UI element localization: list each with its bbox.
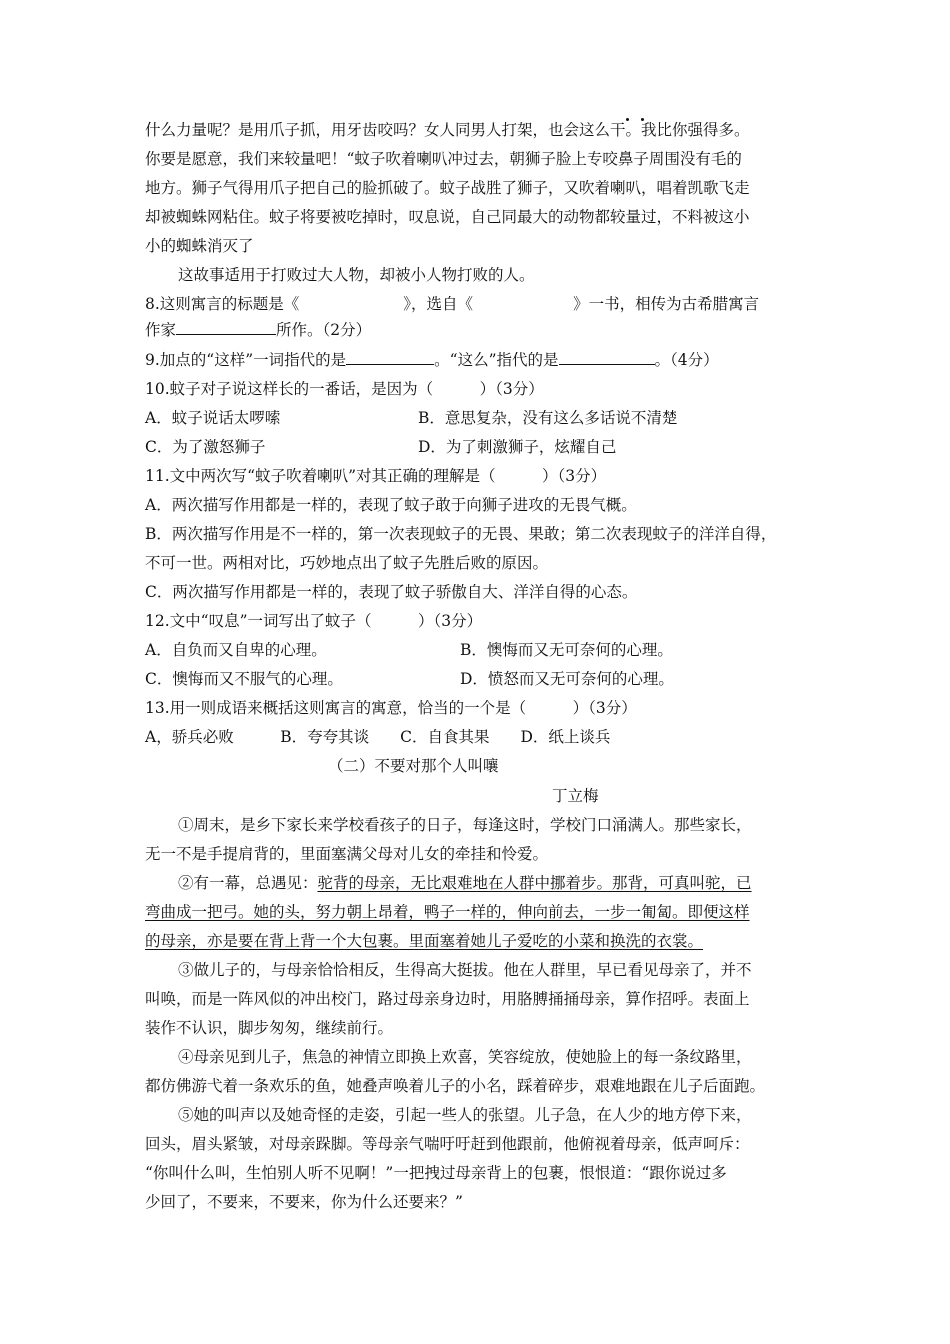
paragraph-5-cont: 少回了，不要来，不要来，你为什么还要来？”: [145, 1193, 463, 1211]
passage-title: （二）不要对那个人叫嚷: [328, 757, 499, 775]
question-8-line2: 作家 所作。（2分）: [145, 321, 372, 339]
q11-option-b: B．两次描写作用是不一样的，第一次表现蚊子的无畏、果敢；第二次表现蚊子的洋洋自得，: [145, 525, 777, 543]
q10-option-d: D．为了刺激狮子，炫耀自己: [418, 438, 617, 456]
paragraph-3-cont: 叫唤，而是一阵风似的冲出校门，路过母亲身边时，用胳膊捅捅母亲，算作招呼。表面上: [145, 990, 750, 1008]
paragraph-1-cont: 无一不是手提肩背的，里面塞满父母对儿女的牵挂和怜爱。: [145, 845, 549, 863]
paragraph-2: ②有一幕，总遇见：驼背的母亲，无比艰难地在人群中挪着步。那背，可真叫驼，已: [178, 874, 752, 892]
question-10-stem: 10.蚊子对子说这样长的一番话，是因为（ ）（3分）: [145, 380, 544, 398]
q12-option-c: C．懊悔而又不服气的心理。: [145, 670, 343, 688]
question-13-stem: 13.用一则成语来概括这则寓言的寓意，恰当的一个是（ ）（3分）: [145, 699, 637, 717]
question-9: 9.加点的“这样”一词指代的是 。“这么”指代的是 。（4分）: [145, 351, 719, 369]
paragraph-2-cont: 弯曲成一把弓。她的头，努力朝上昂着，鸭子一样的，伸向前去，一步一匍匐。即便这样: [145, 903, 750, 921]
question-11-stem: 11.文中两次写“蚊子吹着喇叭”对其正确的理解是（ ）（3分）: [145, 467, 607, 485]
paragraph-3: ③做儿子的，与母亲恰恰相反，生得高大挺拔。他在人群里，早已看见母亲了，并不: [178, 961, 752, 979]
question-12-stem: 12.文中“叹息”一词写出了蚊子（ ）（3分）: [145, 612, 483, 630]
paragraph-3-cont: 装作不认识，脚步匆匆，继续前行。: [145, 1019, 394, 1037]
q10-option-a: A．蚊子说话太啰嗦: [145, 409, 281, 427]
passage-line: 小的蜘蛛消灭了: [145, 237, 254, 255]
underlined-text: 驼背的母亲，无比艰难地在人群中挪着步。那背，可真叫驼，已: [317, 874, 752, 892]
answer-blank[interactable]: [559, 350, 655, 365]
q11-option-c: C．两次描写作用都是一样的，表现了蚊子骄傲自大、洋洋自得的心态。: [145, 583, 638, 601]
passage-line: 地方。狮子气得用爪子把自己的脸抓破了。蚊子战胜了狮子，又吹着喇叭，唱着凯歌飞走: [145, 179, 750, 197]
q11-option-b-cont: 不可一世。两相对比，巧妙地点出了蚊子先胜后败的原因。: [145, 554, 549, 572]
q13-options: A，骄兵必败 B．夸夸其谈 C．自食其果 D．纸上谈兵: [145, 728, 611, 746]
paragraph-5-cont: “你叫什么叫，生怕别人听不见啊！”一把拽过母亲背上的包裹，恨恨道：“跟你说过多: [145, 1164, 727, 1182]
paragraph-4: ④母亲见到儿子，焦急的神情立即换上欢喜，笑容绽放，使她脸上的每一条纹路里，: [178, 1048, 752, 1066]
paragraph-1: ①周末，是乡下家长来学校看孩子的日子，每逢这时，学校门口涌满人。那些家长，: [178, 816, 752, 834]
question-8: 8.这则寓言的标题是《 》，选自《 》一书，相传为古希腊寓言: [145, 295, 760, 313]
moral-line: 这故事适用于打败过大人物，却被小人物打败的人。: [178, 266, 535, 284]
q12-option-b: B．懊悔而又无可奈何的心理。: [460, 641, 673, 659]
q10-option-b: B．意思复杂，没有这么多话说不清楚: [418, 409, 678, 427]
q10-option-c: C．为了激怒狮子: [145, 438, 266, 456]
passage-line: 却被蜘蛛网粘住。蚊子将要被吃掉时，叹息说，自己同最大的动物都较量过，不料被这小: [145, 208, 750, 226]
passage-line: 什么力量呢？是用爪子抓，用牙齿咬吗？女人同男人打架，也会这么干。我比你强得多。: [145, 121, 750, 139]
q12-option-d: D．愤怒而又无可奈何的心理。: [460, 670, 674, 688]
q12-option-a: A．自负而又自卑的心理。: [145, 641, 327, 659]
passage-author: 丁立梅: [552, 787, 599, 805]
q11-option-a: A．两次描写作用都是一样的，表现了蚊子敢于向狮子进攻的无畏气概。: [145, 496, 637, 514]
answer-blank[interactable]: [176, 320, 276, 335]
paragraph-5-cont: 回头，眉头紧皱，对母亲跺脚。等母亲气喘吁吁赶到他跟前，他俯视着母亲，低声呵斥：: [145, 1135, 750, 1153]
passage-line: 你要是愿意，我们来较量吧！“蚊子吹着喇叭冲过去，朝狮子脸上专咬鼻子周围没有毛的: [145, 150, 742, 168]
paragraph-2-cont: 的母亲，亦是要在背上背一个大包裹。里面塞着她儿子爱吃的小菜和换洗的衣裳。: [145, 932, 704, 950]
paragraph-5: ⑤她的叫声以及她奇怪的走姿，引起一些人的张望。儿子急，在人少的地方停下来，: [178, 1106, 752, 1124]
answer-blank[interactable]: [346, 350, 434, 365]
paragraph-4-cont: 都仿佛游弋着一条欢乐的鱼，她叠声唤着儿子的小名，踩着碎步，艰难地跟在儿子后面跑。: [145, 1077, 766, 1095]
